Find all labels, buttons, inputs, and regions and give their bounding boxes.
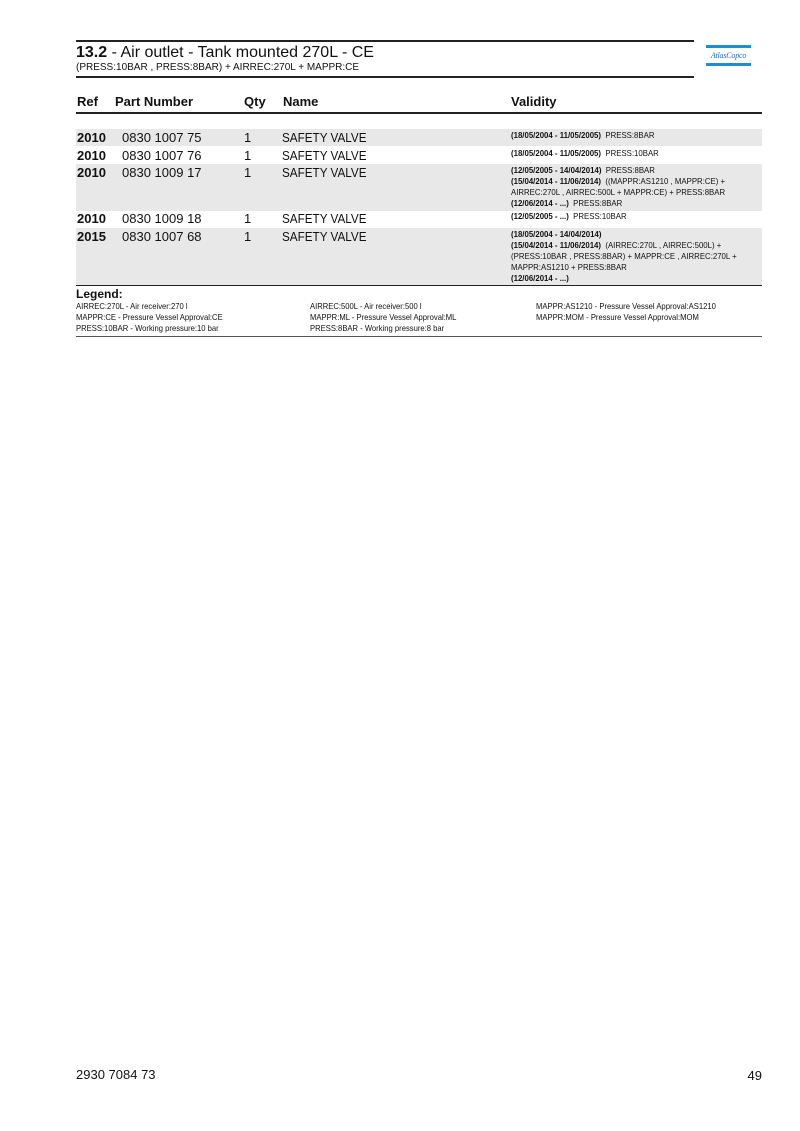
row-name: SAFETY VALVE <box>282 130 367 145</box>
table-row <box>76 210 762 228</box>
validity-condition: (PRESS:10BAR , PRESS:8BAR) + MAPPR:CE , AIRREC:270L + <box>511 251 737 261</box>
validity-line <box>511 211 741 222</box>
header-bottom-rule <box>76 76 694 78</box>
col-name-header: Name <box>283 94 319 109</box>
legend-item: MAPPR:CE - Pressure Vessel Approval:CE <box>76 312 223 322</box>
validity-condition: PRESS:10BAR <box>601 148 659 158</box>
row-validity <box>511 130 741 141</box>
validity-condition: MAPPR:AS1210 + PRESS:8BAR <box>511 262 627 272</box>
row-part-number: 0830 1009 17 <box>122 165 202 180</box>
validity-line <box>511 148 741 159</box>
page-header <box>76 40 694 78</box>
row-qty: 1 <box>244 229 252 244</box>
validity-line <box>511 130 741 141</box>
row-ref: 2015 <box>77 229 106 244</box>
table-row <box>76 228 762 285</box>
legend-item: PRESS:10BAR - Working pressure:10 bar <box>76 323 219 333</box>
table-row <box>76 129 762 146</box>
legend-column <box>310 301 456 334</box>
row-name: SAFETY VALVE <box>282 148 367 163</box>
row-validity <box>511 211 741 222</box>
col-validity-header: Validity <box>511 94 557 109</box>
validity-line <box>511 176 741 187</box>
section-title: - Air outlet - Tank mounted 270L - CE <box>107 44 374 61</box>
row-qty: 1 <box>244 211 252 226</box>
logo-bar-bottom <box>706 63 751 66</box>
row-part-number: 0830 1007 76 <box>122 148 202 163</box>
row-part-number: 0830 1007 68 <box>122 229 202 244</box>
validity-date: (12/06/2014 - ...) <box>511 198 569 208</box>
validity-condition: AIRREC:270L , AIRREC:500L + MAPPR:CE) + PRESS:8BAR <box>511 187 726 197</box>
legend-item: MAPPR:ML - Pressure Vessel Approval:ML <box>310 312 457 322</box>
legend-item: MAPPR:MOM - Pressure Vessel Approval:MOM <box>536 312 699 322</box>
legend-column <box>76 301 223 334</box>
row-validity <box>511 229 741 284</box>
legend-column <box>536 301 716 323</box>
table-header <box>76 94 762 114</box>
validity-line <box>511 187 741 198</box>
legend-item: AIRREC:500L - Air receiver:500 l <box>310 301 422 311</box>
row-part-number: 0830 1007 75 <box>122 130 202 145</box>
validity-line <box>511 240 741 251</box>
validity-condition: (AIRREC:270L , AIRREC:500L) + <box>601 240 722 250</box>
row-name: SAFETY VALVE <box>282 165 367 180</box>
table-row <box>76 164 762 211</box>
row-qty: 1 <box>244 130 252 145</box>
row-validity <box>511 148 741 159</box>
col-ref-header: Ref <box>77 94 98 109</box>
validity-line <box>511 251 741 262</box>
row-ref: 2010 <box>77 130 106 145</box>
row-part-number: 0830 1009 18 <box>122 211 202 226</box>
validity-line <box>511 262 741 273</box>
validity-date: (12/06/2014 - ...) <box>511 273 569 283</box>
legend-title: Legend: <box>76 287 123 301</box>
validity-line <box>511 229 741 240</box>
section-number: 13.2 <box>76 44 108 61</box>
page-subtitle: (PRESS:10BAR , PRESS:8BAR) + AIRREC:270L + MAPPR:CE <box>76 62 360 73</box>
logo-text: AtlasCopco <box>710 51 747 60</box>
row-validity <box>511 165 741 209</box>
legend <box>76 287 762 335</box>
legend-item: PRESS:8BAR - Working pressure:8 bar <box>310 323 445 333</box>
validity-line <box>511 198 741 209</box>
validity-date: (18/05/2004 - 11/05/2005) <box>511 148 602 158</box>
legend-columns <box>76 301 762 335</box>
logo-bar-top <box>706 45 751 48</box>
page-number: 49 <box>747 1068 762 1083</box>
legend-item: AIRREC:270L - Air receiver:270 l <box>76 301 188 311</box>
col-part-number-header: Part Number <box>115 94 194 109</box>
table-bottom-rule <box>76 285 762 286</box>
validity-date: (18/05/2004 - 14/04/2014) <box>511 229 602 239</box>
validity-line <box>511 273 741 284</box>
col-qty-header: Qty <box>244 94 266 109</box>
header-top-rule <box>76 40 694 42</box>
row-ref: 2010 <box>77 211 106 226</box>
validity-date: (12/05/2005 - 14/04/2014) <box>511 165 602 175</box>
row-ref: 2010 <box>77 165 106 180</box>
validity-condition: PRESS:10BAR <box>568 211 627 221</box>
legend-item: MAPPR:AS1210 - Pressure Vessel Approval:AS1210 <box>536 301 716 311</box>
validity-condition: ((MAPPR:AS1210 , MAPPR:CE) + <box>601 176 726 186</box>
validity-line <box>511 165 741 176</box>
validity-date: (15/04/2014 - 11/06/2014) <box>511 176 602 186</box>
page-title <box>76 44 694 62</box>
row-name: SAFETY VALVE <box>282 229 367 244</box>
row-qty: 1 <box>244 165 252 180</box>
legend-bottom-rule <box>76 336 762 337</box>
validity-condition: PRESS:8BAR <box>601 165 655 175</box>
row-ref: 2010 <box>77 148 106 163</box>
row-name: SAFETY VALVE <box>282 211 367 226</box>
table-row <box>76 147 762 164</box>
validity-date: (15/04/2014 - 11/06/2014) <box>511 240 602 250</box>
atlas-copco-logo <box>706 45 751 66</box>
row-qty: 1 <box>244 148 252 163</box>
validity-condition: PRESS:8BAR <box>601 130 655 140</box>
validity-condition: PRESS:8BAR <box>568 198 623 208</box>
document-number: 2930 7084 73 <box>76 1067 156 1082</box>
validity-date: (18/05/2004 - 11/05/2005) <box>511 130 602 140</box>
validity-date: (12/05/2005 - ...) <box>511 211 569 221</box>
